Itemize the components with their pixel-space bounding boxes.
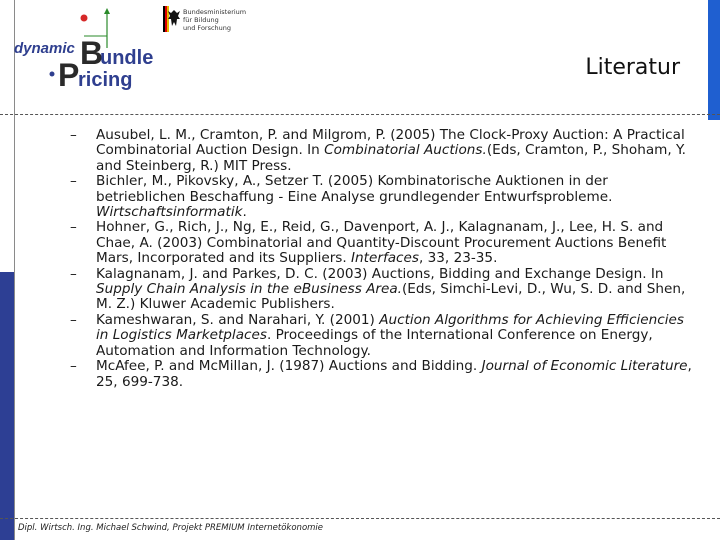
header-divider bbox=[0, 114, 720, 115]
reference-authors: McAfee, P. and McMillan, J. (1987) Auctions and Bidding. bbox=[96, 358, 482, 375]
logo-ricing: ricing bbox=[78, 69, 133, 91]
reference-authors: Bichler, M., Pikovsky, A., Setzer T. (2005) Kombinatorische Auktionen in der betrieblichen Beschaffung - Eine Analyse grundlegender Entwurfsprobleme. bbox=[96, 173, 613, 205]
list-dash: – bbox=[70, 311, 77, 328]
reference-source: Combinatorial Auctions. bbox=[324, 142, 487, 159]
reference-authors: Hohner, G., Rich, J., Ng, E., Reid, G., Davenport, A. J., Kalagnanam, J., Lee, H. S. and Chae, A. (2003) Combinatorial and Quantity-Discount Procurement Auctions Benefit Mars, Incorporated and its Suppliers. bbox=[96, 219, 667, 267]
list-dash: – bbox=[70, 173, 77, 190]
reference-item bbox=[70, 220, 700, 266]
ministry-line-3: und Forschung bbox=[183, 24, 232, 32]
reference-source: Supply Chain Analysis in the eBusiness Area. bbox=[96, 281, 402, 298]
list-dash: – bbox=[70, 219, 77, 236]
reference-item bbox=[70, 359, 700, 390]
reference-source: Wirtschaftsinformatik bbox=[96, 204, 243, 221]
reference-source: Auction Algorithms for Achieving Efficiencies in Logistics Marketplaces bbox=[96, 311, 684, 344]
reference-source: Journal of Economic Literature bbox=[481, 358, 688, 375]
reference-details: , 33, 23-35. bbox=[418, 250, 498, 267]
list-dash: – bbox=[70, 265, 77, 282]
federal-eagle-icon bbox=[163, 6, 181, 32]
reference-details: . Proceedings of the International Conference on Energy, Automation and Information Technology. bbox=[96, 327, 653, 359]
reference-details: , 25, 699-738. bbox=[96, 358, 692, 390]
reference-list bbox=[70, 128, 700, 390]
reference-item bbox=[70, 174, 700, 220]
logo-undle: undle bbox=[100, 47, 154, 69]
list-dash: – bbox=[70, 127, 77, 143]
page-title: Literatur bbox=[585, 55, 680, 80]
reference-details: (Eds, Simchi-Levi, D., Wu, S. D. and Shen, M. Z.) Kluwer Academic Publishers. bbox=[96, 281, 686, 313]
logo-letter-p: P bbox=[58, 57, 80, 93]
reference-item bbox=[70, 267, 700, 313]
left-accent-bar-blue bbox=[0, 272, 14, 540]
ministry-logo bbox=[163, 6, 283, 40]
logo-dynamic: dynamic bbox=[14, 40, 75, 57]
reference-authors: Kalagnanam, J. and Parkes, D. C. (2003) Auctions, Bidding and Exchange Design. In bbox=[96, 265, 664, 282]
logo-red-dot bbox=[81, 15, 88, 22]
reference-item bbox=[70, 313, 700, 359]
reference-source: Interfaces bbox=[351, 250, 419, 267]
logo-letter-b: B bbox=[80, 35, 104, 71]
left-accent-bar bbox=[0, 0, 14, 540]
ministry-line-1: Bundesministerium bbox=[183, 8, 247, 16]
ministry-line-2: für Bildung bbox=[183, 16, 219, 24]
reference-authors: Kameshwaran, S. and Narahari, Y. (2001) bbox=[96, 311, 380, 328]
reference-item bbox=[70, 128, 700, 174]
dynamic-bundle-pricing-logo bbox=[14, 8, 184, 98]
right-accent-bar bbox=[708, 0, 720, 120]
reference-details: (Eds, Cramton, P., Shoham, Y. and Steinberg, R.) MIT Press. bbox=[96, 142, 686, 174]
reference-details: . bbox=[242, 204, 247, 221]
list-dash: – bbox=[70, 358, 77, 375]
logo-blue-dot bbox=[50, 72, 55, 77]
reference-authors: Ausubel, L. M., Cramton, P. and Milgrom, P. (2005) The Clock-Proxy Auction: A Practical Combinatorial Auction Design. In bbox=[96, 127, 685, 159]
footer-text: Dipl. Wirtsch. Ing. Michael Schwind, Projekt PREMIUM Internetökonomie bbox=[18, 523, 324, 533]
footer-divider bbox=[0, 518, 720, 519]
